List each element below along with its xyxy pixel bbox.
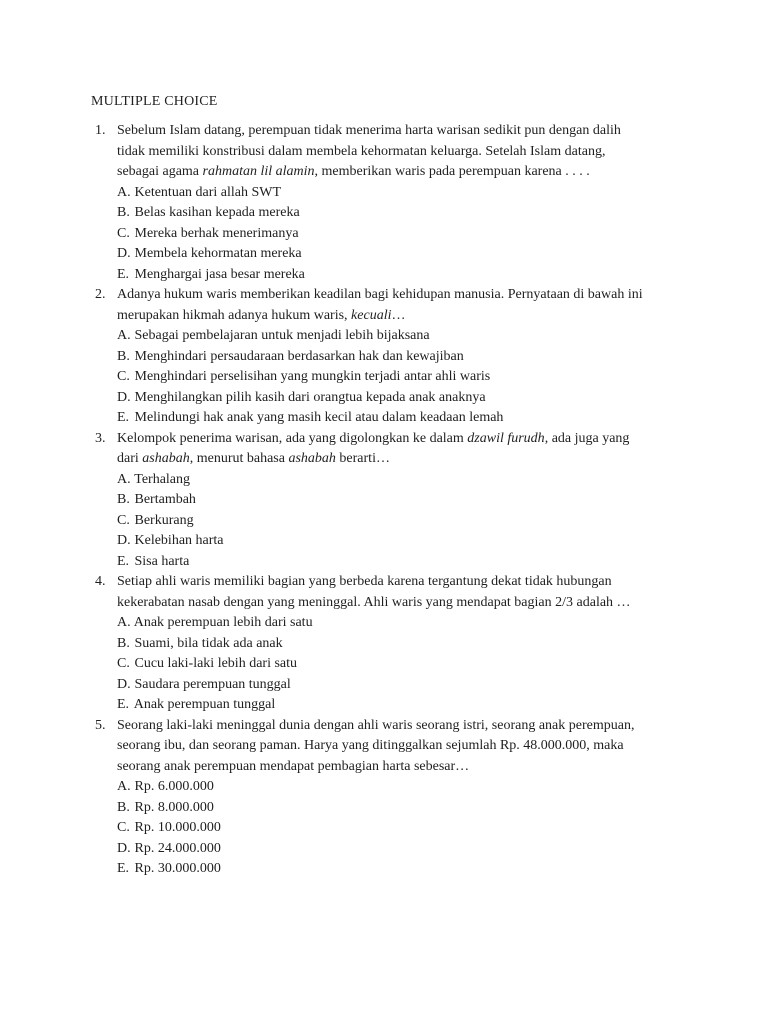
question-list	[0, 121, 768, 880]
option-text: Mereka berhak menerimanya	[134, 225, 299, 241]
question-item	[0, 429, 768, 573]
option-text: Menghargai jasa besar mereka	[134, 266, 305, 282]
question-text-line: sebagai agama rahmatan lil alamin, memberikan waris pada perempuan karena . . . .	[117, 164, 590, 179]
question-text-line: tidak memiliki konstribusi dalam membela kehormatan keluarga. Setelah Islam datang,	[117, 143, 606, 159]
option-letter: A.	[117, 471, 131, 487]
option-text: Berkurang	[134, 512, 194, 528]
question-item	[0, 121, 768, 285]
option-text: Sebagai pembelajaran untuk menjadi lebih bijaksana	[134, 328, 430, 343]
question-text-line: Setiap ahli waris memiliki bagian yang berbeda karena tergantung dekat tidak hubungan	[117, 574, 612, 589]
option-text: Menghilangkan pilih kasih dari orangtua kepada anak anaknya	[134, 389, 486, 405]
option-letter: E.	[117, 697, 130, 712]
answer-option	[117, 367, 768, 388]
option-letter: D.	[117, 840, 131, 856]
question-number: 4.	[95, 574, 106, 589]
italic-term: dzawil furudh	[467, 430, 545, 446]
option-text: Bertambah	[134, 492, 196, 507]
option-text: Membela kehormatan mereka	[134, 246, 302, 261]
question-text-line: seorang anak perempuan mendapat pembagian harta sebesar…	[117, 758, 470, 774]
option-text: Kelebihan harta	[134, 533, 224, 548]
answer-option	[117, 675, 768, 696]
question-text-line: Adanya hukum waris memberikan keadilan bagi kehidupan manusia. Pernyataan di bawah ini	[117, 287, 643, 302]
question-text	[117, 716, 657, 778]
answer-option	[117, 224, 768, 245]
answer-option	[117, 552, 768, 573]
question-text-line: Kelompok penerima warisan, ada yang digolongkan ke dalam dzawil furudh, ada juga yang	[117, 430, 630, 446]
question-item	[0, 285, 768, 429]
option-letter: C.	[117, 656, 130, 671]
option-text: Belas kasihan kepada mereka	[134, 205, 300, 220]
option-letter: C.	[117, 225, 130, 241]
option-letter: A.	[117, 615, 131, 630]
option-letter: D.	[117, 676, 131, 692]
option-text: Menghindari perselisihan yang mungkin terjadi antar ahli waris	[134, 369, 491, 384]
answer-option	[117, 265, 768, 286]
section-heading: MULTIPLE CHOICE	[91, 94, 218, 109]
question-number: 3.	[95, 430, 106, 446]
option-letter: C.	[117, 820, 130, 835]
answer-option	[117, 244, 768, 265]
option-text: Suami, bila tidak ada anak	[134, 635, 283, 651]
italic-term: kecuali	[351, 307, 392, 323]
question-text-line: Seorang laki-laki meninggal dunia dengan ahli waris seorang istri, seorang anak perempuan,	[117, 717, 635, 733]
question-number: 5.	[95, 717, 106, 733]
option-text: Melindungi hak anak yang masih kecil atau dalam keadaan lemah	[134, 410, 504, 425]
option-text: Rp. 30.000.000	[134, 861, 221, 876]
answer-option	[117, 326, 768, 347]
option-letter: D.	[117, 389, 131, 405]
option-letter: D.	[117, 246, 131, 261]
answer-option	[117, 470, 768, 491]
answer-option	[117, 654, 768, 675]
option-letter: B.	[117, 205, 130, 220]
option-letter: B.	[117, 348, 130, 364]
question-text-line: merupakan hikmah adanya hukum waris, kecuali…	[117, 307, 406, 323]
answer-option	[117, 531, 768, 552]
option-letter: E.	[117, 861, 130, 876]
option-text: Saudara perempuan tunggal	[134, 676, 291, 692]
italic-term: ashabah	[142, 451, 190, 466]
question-text	[117, 429, 657, 470]
option-letter: B.	[117, 799, 130, 815]
answer-option	[117, 388, 768, 409]
answer-option	[117, 183, 768, 204]
question-text-line: seorang ibu, dan seorang paman. Harya yang ditinggalkan sejumlah Rp. 48.000.000, maka	[117, 738, 624, 753]
question-text-line: Sebelum Islam datang, perempuan tidak menerima harta warisan sedikit pun dengan dalih	[117, 123, 621, 138]
option-letter: E.	[117, 410, 130, 425]
question-text-line: kekerabatan nasab dengan yang meninggal. Ahli waris yang mendapat bagian 2/3 adalah …	[117, 594, 631, 610]
question-text	[117, 285, 657, 326]
question-text	[117, 572, 657, 613]
answer-option	[117, 777, 768, 798]
option-letter: C.	[117, 512, 130, 528]
answer-option	[117, 839, 768, 860]
option-text: Rp. 8.000.000	[134, 799, 214, 815]
answer-option	[117, 347, 768, 368]
option-text: Cucu laki-laki lebih dari satu	[134, 656, 298, 671]
answer-option	[117, 511, 768, 532]
option-letter: D.	[117, 533, 131, 548]
option-text: Sisa harta	[134, 553, 190, 569]
answer-option	[117, 818, 768, 839]
option-letter: C.	[117, 369, 130, 384]
question-item	[0, 572, 768, 716]
option-text: Anak perempuan tunggal	[133, 697, 276, 712]
option-letter: A.	[117, 328, 131, 343]
option-letter: B.	[117, 635, 130, 651]
answer-option	[117, 634, 768, 655]
answer-option	[117, 798, 768, 819]
answer-option	[117, 203, 768, 224]
question-number: 1.	[95, 123, 106, 138]
answer-option	[117, 695, 768, 716]
option-text: Terhalang	[134, 471, 191, 487]
option-text: Rp. 10.000.000	[134, 820, 221, 835]
answer-option	[117, 613, 768, 634]
question-text-line: dari ashabah, menurut bahasa ashabah berarti…	[117, 451, 390, 466]
question-text	[117, 121, 657, 183]
option-text: Rp. 24.000.000	[134, 840, 221, 856]
italic-term: ashabah	[288, 451, 336, 466]
option-letter: B.	[117, 492, 130, 507]
option-letter: E.	[117, 266, 130, 282]
option-text: Anak perempuan lebih dari satu	[133, 615, 313, 630]
answer-option	[117, 490, 768, 511]
option-letter: A.	[117, 779, 131, 794]
question-number: 2.	[95, 287, 106, 302]
question-item	[0, 716, 768, 880]
answer-option	[117, 859, 768, 880]
answer-option	[117, 408, 768, 429]
option-letter: A.	[117, 184, 131, 200]
italic-term: rahmatan lil alamin	[202, 164, 315, 179]
option-letter: E.	[117, 553, 130, 569]
option-text: Ketentuan dari allah SWT	[134, 184, 282, 200]
option-text: Rp. 6.000.000	[134, 779, 214, 794]
option-text: Menghindari persaudaraan berdasarkan hak dan kewajiban	[134, 348, 464, 364]
